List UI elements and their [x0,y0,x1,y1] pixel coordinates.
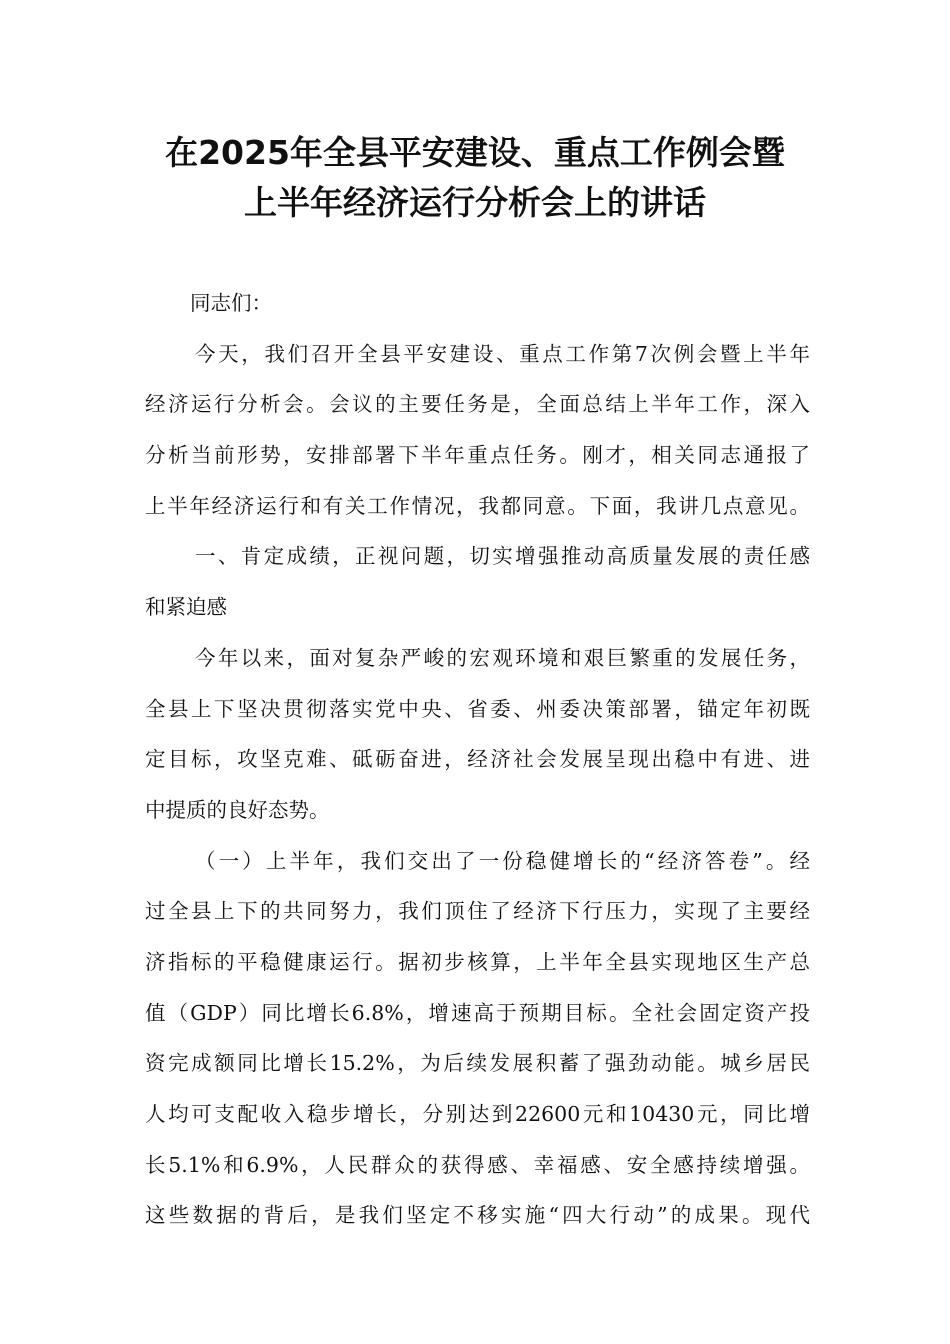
paragraph-line: （一）上半年，我们交出了一份稳健增长的“经济答卷”。经 [195,848,810,873]
paragraph-line: 长5.1%和6.9%，人民群众的获得感、幸福感、安全感持续增强。 [145,1152,810,1177]
salutation: 同志们： [190,291,272,315]
document-title [100,128,850,228]
paragraph-line: 上半年经济运行和有关工作情况，我都同意。下面，我讲几点意见。 [145,493,810,518]
document-body [145,278,810,1241]
paragraph-line: 经济运行分析会。会议的主要任务是，全面总结上半年工作，深入 [145,392,810,417]
section-heading-line: 一、肯定成绩，正视问题，切实增强推动高质量发展的责任感 [195,544,810,569]
title-line-2: 上半年经济运行分析会上的讲话 [244,183,706,222]
paragraph-line: 这些数据的背后，是我们坚定不移实施“四大行动”的成果。现代 [145,1203,810,1228]
paragraph-line: 过全县上下的共同努力，我们顶住了经济下行压力，实现了主要经 [145,899,810,924]
paragraph-line: 定目标，攻坚克难、砥砺奋进，经济社会发展呈现出稳中有进、进 [145,747,810,772]
paragraph-line: 资完成额同比增长15.2%，为后续发展积蓄了强劲动能。城乡居民 [145,1051,810,1076]
paragraph-line: 人均可支配收入稳步增长，分别达到22600元和10430元，同比增 [145,1102,810,1126]
paragraph-line: 分析当前形势，安排部署下半年重点任务。刚才，相关同志通报了 [145,443,810,468]
section-heading-line: 和紧迫感 [145,595,227,620]
paragraph-line: 济指标的平稳健康运行。据初步核算，上半年全县实现地区生产总 [145,949,810,974]
paragraph-line: 今天，我们召开全县平安建设、重点工作第7次例会暨上半年 [195,341,810,366]
title-line-1: 在2025年全县平安建设、重点工作例会暨 [165,133,785,172]
paragraph-line: 今年以来，面对复杂严峻的宏观环境和艰巨繁重的发展任务， [195,645,810,670]
paragraph-line: 中提质的良好态势。 [145,797,330,822]
paragraph-line: 值（GDP）同比增长6.8%，增速高于预期目标。全社会固定资产投 [145,1000,810,1025]
paragraph-line: 全县上下坚决贯彻落实党中央、省委、州委决策部署，锚定年初既 [145,696,810,721]
